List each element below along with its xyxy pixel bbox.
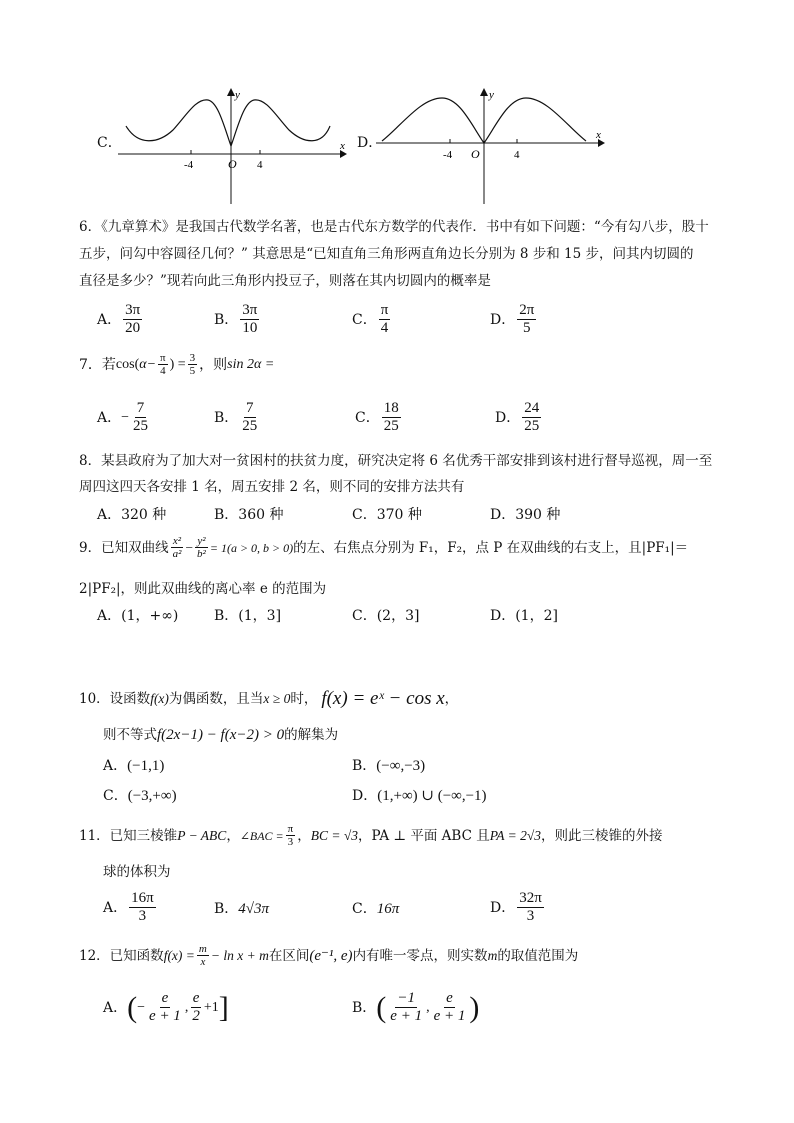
q10-option-c-label: C． [103,788,128,804]
q11-sep2: ， [297,827,311,844]
q12-tail: 的取值范围为 [497,947,579,964]
graph-c-y-label: y [235,89,240,101]
q9-option-b[interactable]: B．(1，3] [214,608,282,624]
q12-a-close-bracket: ] [218,990,229,1024]
graph-d-tick-pos: 4 [514,149,520,161]
q9-y2: y² [197,535,206,547]
q10-fx: f(x) [150,691,169,706]
q11-a-den: 3 [138,908,147,924]
q7-option-b-label: B． [214,409,239,426]
q6-option-a-label: A． [97,311,122,328]
q12-b-den2: e + 1 [433,1008,466,1024]
q12-prefix: 12．已知函数 [79,947,164,964]
q12-m-var: m [487,947,498,963]
q10-line1b: 为偶函数，且当 [168,691,264,707]
q11-d-num: 32π [519,890,542,906]
graph-c-tick-neg: -4 [184,159,194,171]
q12-b-open-paren: ( [376,990,387,1024]
q7-c-den: 25 [383,418,399,434]
q11-a-num: 16π [131,890,154,906]
graph-d-tick-neg: -4 [443,149,453,161]
q9-option-c[interactable]: C．(2，3] [352,608,420,624]
q10-line1c: 时， [290,691,318,707]
q8-option-c[interactable]: C．370 种 [352,507,422,523]
graph-d-x-label: x [596,129,601,141]
q6-option-b-label: B． [214,311,239,328]
q11-b-value: 4√3π [238,901,270,917]
q11-option-d[interactable] [490,890,546,925]
graph-c-tick-pos: 4 [257,159,263,171]
q10-ineq: f(2x−1) − f(x−2) > 0 [157,727,285,743]
q11-pabc: P − ABC [177,827,227,843]
q9-prefix: 9．已知双曲线 [79,539,169,556]
graph-d [376,86,606,206]
q8-line2: 周四这四天各安排 1 名，周五安排 2 名，则不同的安排方法共有 [79,479,465,495]
q12-m: m [198,943,207,955]
graph-c-origin: O [228,157,237,171]
q12-a-den2: 2 [192,1008,200,1024]
q12-b-close-paren: ) [469,990,480,1024]
q9-rest1: 的左、右焦点分别为 F₁，F₂，点 P 在双曲线的右支上，且|PF₁|＝ [293,539,689,556]
graph-d-origin: O [471,147,480,161]
q7-b-num: 7 [246,400,254,416]
graph-c-y-arrow [227,88,235,96]
q12-option-a[interactable] [103,990,229,1025]
q10-option-a-value: (−1,1) [127,758,165,774]
q7-option-a-label: A． [97,409,122,426]
q6-b-num: 3π [242,302,258,318]
q9-a2: a² [172,548,182,560]
q6-option-c-label: C． [352,311,377,328]
q11-line1b: ，则此三棱锥的外接 [540,827,663,844]
q12-stem [79,943,578,968]
q12-b-den1: e + 1 [390,1008,423,1024]
q11-option-d-label: D． [490,899,516,916]
q8-option-a[interactable]: A．320 种 [97,507,167,523]
q12-a-num2: e [192,990,200,1006]
q12-suffix: 内有唯一零点，则实数 [352,947,488,964]
q9-b2: b² [197,548,206,560]
q11-sep1: ， [226,827,240,844]
q7-prefix: 7．若 [79,356,116,373]
q7-five: 5 [189,365,196,377]
q10-option-b[interactable] [352,756,425,776]
q7-four: 4 [160,365,166,377]
q11-option-c[interactable] [352,899,399,919]
q6-option-b[interactable] [214,302,261,337]
q12-b-num2: e [446,990,453,1006]
q10-option-b-value: (−∞,−3) [376,758,426,774]
q6-d-den: 5 [523,320,531,336]
q12-b-comma: , [426,999,430,1015]
q12-fx-eq: f(x) = [163,947,195,963]
q6-a-num: 3π [125,302,141,318]
q7-b-den: 25 [242,418,258,434]
q6-option-c[interactable] [352,302,392,337]
q11-d-den: 3 [526,908,535,924]
q7-sin2a: sin 2α = [227,356,275,372]
q7-option-d[interactable] [495,400,543,435]
q12-option-b[interactable] [352,990,479,1025]
q6-d-num: 2π [519,302,535,318]
q6-line3: 直径是多少？”现若向此三角形内投豆子，则落在其内切圆内的概率是 [79,273,491,289]
q11-three: 3 [287,836,294,848]
q10-formula: f(x) = eˣ − cos x [321,688,445,709]
q7-close: ) = [169,356,186,372]
q10-option-a[interactable] [103,756,164,776]
q12-interval: (e⁻¹, e) [309,947,353,964]
q11-option-b[interactable] [214,899,269,919]
q11-option-b-label: B． [214,901,239,917]
q9-option-d[interactable]: D．(1，2] [490,608,558,624]
q6-option-a[interactable] [97,302,144,337]
q6-line1: 6．《九章算术》是我国古代数学名著，也是古代东方数学的代表作．书中有如下问题：“今有勾八步，股十 [79,219,709,235]
q10-option-c-value: (−3,+∞) [127,788,177,804]
q10-line2b: 的解集为 [284,727,339,743]
q7-stem [79,352,274,377]
q12-mid: 在区间 [268,947,310,964]
graph-d-y-label: y [489,89,494,101]
q7-option-a[interactable] [97,400,152,435]
q10-stem-line2 [103,725,338,745]
q11-option-a-label: A． [103,899,128,916]
q6-a-den: 20 [125,320,141,336]
q12-a-den1: e + 1 [149,1008,181,1024]
q12-a-comma: , [184,999,189,1015]
graph-c-x-label: x [340,140,345,152]
q12-a-open-paren: ( [127,990,138,1024]
q7-cos: cos( [115,356,140,372]
q11-pa-perp: PA ⊥ 平面 ABC 且 [371,827,490,844]
q10-comma: ， [444,691,459,707]
q10-option-d-value: (1,+∞) ∪ (−∞,−1) [377,788,487,804]
q11-c-value: 16π [376,901,400,917]
q12-rest-fn: − ln x + m [210,947,269,963]
q6-c-num: π [380,302,389,318]
q11-option-a[interactable] [103,890,158,925]
graph-d-y-arrow [480,88,488,96]
q12-a-plus: +1 [203,999,219,1015]
q12-x: x [200,956,206,968]
q7-option-b[interactable] [214,400,261,435]
q12-a-num1: e [161,990,169,1006]
q11-line2: 球的体积为 [103,864,171,880]
q11-pi: π [287,823,294,835]
q11-stem-line1 [79,823,662,848]
q7-a-den: 25 [133,418,149,434]
q12-b-num1: −1 [397,990,415,1006]
q11-bc: BC = √3 [310,827,358,843]
q9-line2: 2|PF₂|，则此双曲线的离心率 e 的范围为 [79,581,327,597]
q10-line1a: 10．设函数 [79,691,151,707]
option-d-label: D． [357,135,383,151]
q9-minus: − [185,539,194,555]
q7-option-d-label: D． [495,409,521,426]
q10-option-a-label: A． [103,758,128,774]
q6-b-den: 10 [242,320,258,336]
q8-option-d[interactable]: D．390 种 [490,507,561,523]
q11-line1a: 11．已知三棱锥 [79,827,178,844]
q10-stem-line1 [79,689,458,709]
q10-option-c[interactable] [103,786,177,806]
q7-a-sign: − [121,409,130,425]
q8-line1: 8．某县政府为了加大对一贫困村的扶贫力度，研究决定将 6 名优秀干部安排到该村进行督导巡视，周一至 [79,453,713,469]
q10-option-b-label: B． [352,758,377,774]
q6-c-den: 4 [380,320,389,336]
q7-three: 3 [189,352,196,364]
q7-d-num: 24 [524,400,540,416]
graph-c [118,86,348,206]
q10-line2a: 则不等式 [103,727,157,743]
q7-alpha: α− [139,356,157,372]
q11-pa-eq: PA = 2√3 [489,827,541,843]
q12-a-neg: − [137,999,146,1015]
q12-option-b-label: B． [352,999,377,1016]
q9-cond: = 1(a > 0, b > 0) [209,540,294,555]
q6-option-d-label: D． [490,311,516,328]
q10-option-d-label: D． [352,788,378,804]
q7-d-den: 25 [524,418,540,434]
option-c-label: C． [97,135,122,151]
q9-stem-line1 [79,535,688,560]
q9-x2: x² [172,535,182,547]
graph-c-curve [126,100,330,146]
q9-option-a[interactable]: A．(1，+∞) [97,608,179,624]
q7-pi: π [160,352,166,364]
q10-option-d[interactable] [352,786,487,806]
q6-line2: 五步，问勾中容圆径几何？” 其意思是“已知直角三角形两直角边长分别为 8 步和 15 步，问其内切圆的 [79,246,694,262]
q10-cond: x ≥ 0 [263,691,291,706]
q7-option-c[interactable] [355,400,403,435]
q12-option-a-label: A． [103,999,128,1016]
q11-option-c-label: C． [352,901,377,917]
q11-angle: ∠BAC = [239,828,284,843]
q7-a-num: 7 [136,400,145,416]
q7-suffix: ，则 [199,356,228,373]
q11-sep3: ， [357,827,372,844]
q7-option-c-label: C． [355,409,380,426]
q7-c-num: 18 [383,400,399,416]
q6-option-d[interactable] [490,302,538,337]
q8-option-b[interactable]: B．360 种 [214,507,284,523]
